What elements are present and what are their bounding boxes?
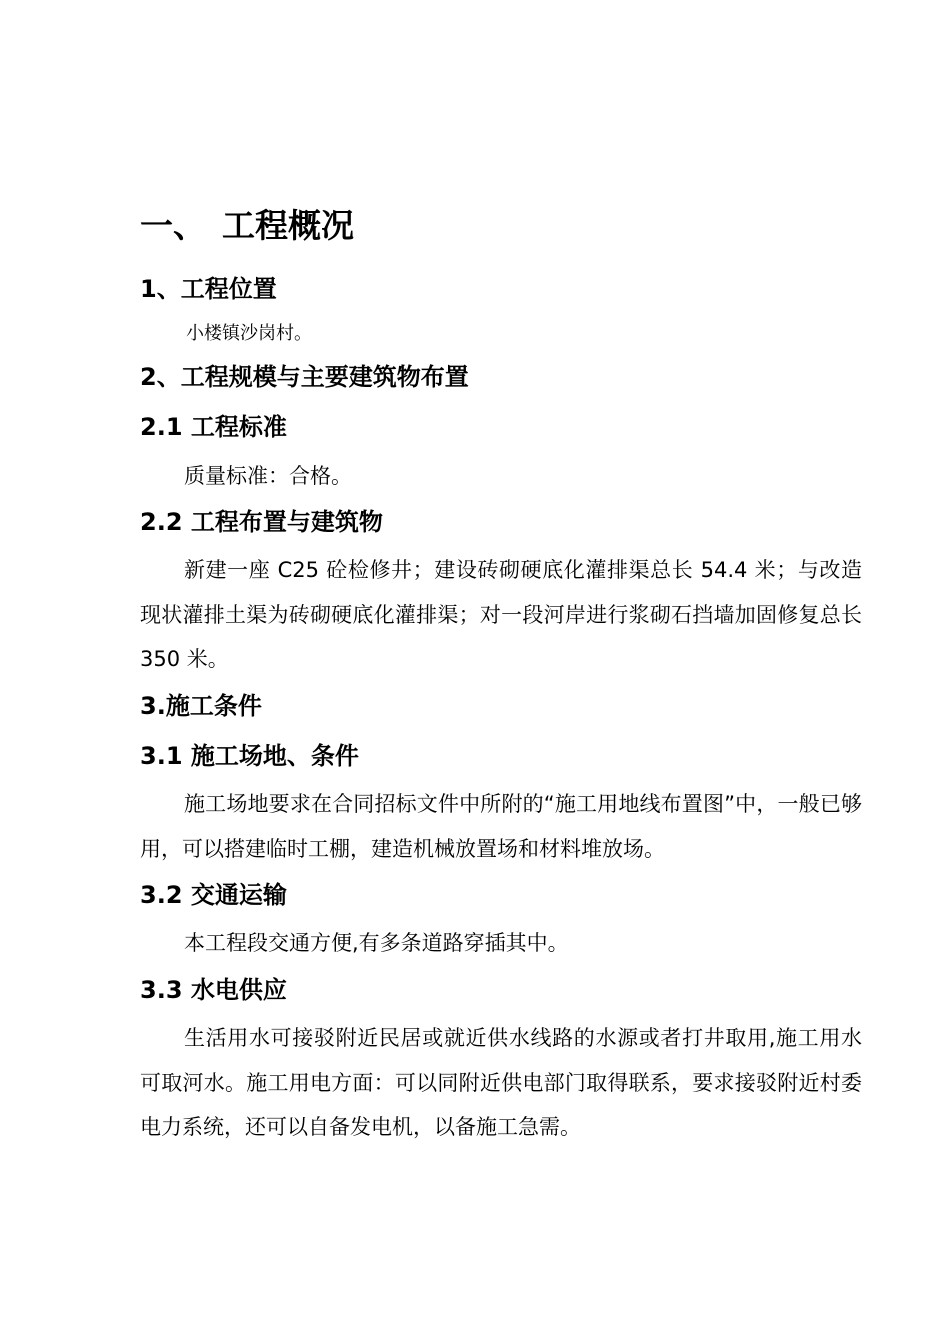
- heading-project-location: 1、工程位置: [140, 275, 277, 303]
- heading-project-scale: 2、工程规模与主要建筑物布置: [140, 363, 469, 391]
- heading-construction-site: 3.1 施工场地、条件: [140, 742, 359, 770]
- heading-project-layout: 2.2 工程布置与建筑物: [140, 508, 383, 536]
- paragraph-standard: 质量标准：合格。: [184, 464, 352, 488]
- heading-number: 一、: [140, 206, 206, 245]
- heading-project-overview: [140, 204, 354, 248]
- paragraph-site: 施工场地要求在合同招标文件中所附的“施工用地线布置图”中，一般已够用，可以搭建临时工棚，建造机械放置场和材料堆放场。: [140, 792, 862, 861]
- heading-title: 工程概况: [222, 206, 354, 245]
- paragraph-utilities: 生活用水可接驳附近民居或就近供水线路的水源或者打井取用,施工用水可取河水。施工用电方面：可以同附近供电部门取得联系，要求接驳附近村委电力系统，还可以自备发电机，以备施工急需。: [140, 1026, 862, 1139]
- heading-traffic: 3.2 交通运输: [140, 881, 287, 909]
- heading-water-power: 3.3 水电供应: [140, 976, 287, 1004]
- paragraph-layout: 新建一座 C25 砼检修井；建设砖砌硬底化灌排渠总长 54.4 米；与改造现状灌排土渠为砖砌硬底化灌排渠；对一段河岸进行浆砌石挡墙加固修复总长 350 米。: [140, 558, 862, 671]
- heading-project-standard: 2.1 工程标准: [140, 413, 287, 441]
- paragraph-location: 小楼镇沙岗村。: [186, 323, 312, 344]
- heading-construction-conditions: 3.施工条件: [140, 692, 262, 720]
- paragraph-traffic: 本工程段交通方便,有多条道路穿插其中。: [184, 931, 569, 955]
